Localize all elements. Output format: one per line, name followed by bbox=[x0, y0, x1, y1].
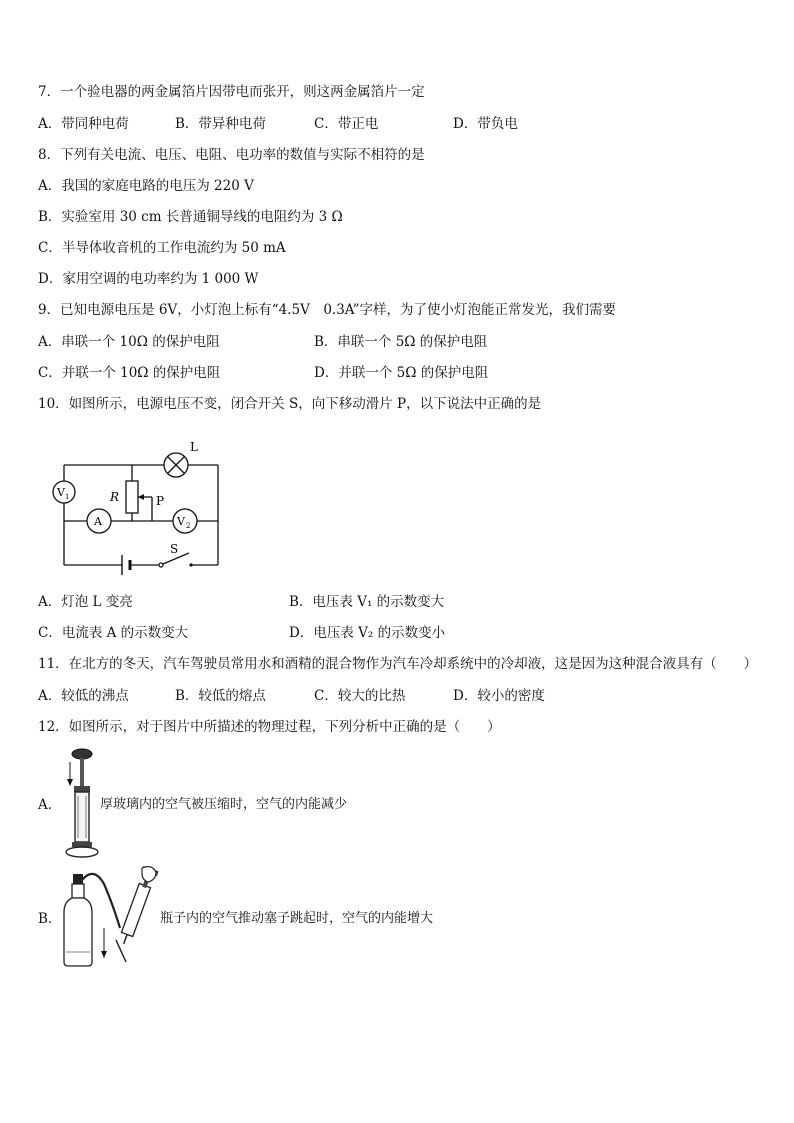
q11-option-c: C．较大的比热 bbox=[314, 688, 406, 704]
q8-option-c: C．半导体收音机的工作电流约为 50 mA bbox=[38, 240, 286, 256]
q9-option-c: C．并联一个 10Ω 的保护电阻 bbox=[38, 365, 221, 381]
q10-option-a: A．灯泡 L 变亮 bbox=[38, 594, 133, 610]
resistor-symbol bbox=[126, 481, 138, 513]
q10-option-d: D．电压表 V₂ 的示数变小 bbox=[289, 625, 446, 641]
q10-circuit-diagram bbox=[40, 435, 240, 585]
q9-option-b: B．串联一个 5Ω 的保护电阻 bbox=[314, 334, 488, 350]
q9-option-a: A．串联一个 10Ω 的保护电阻 bbox=[38, 334, 220, 350]
voltmeter-v2-label: V bbox=[177, 515, 185, 528]
voltmeter-v2-subscript: 2 bbox=[186, 522, 191, 530]
q12-stem: 12．如图所示，对于图片中所描述的物理过程，下列分析中正确的是（ ） bbox=[38, 719, 501, 735]
q12-option-a-letter: A． bbox=[38, 797, 62, 813]
q7-stem: 7．一个验电器的两金属箔片因带电而张开，则这两金属箔片一定 bbox=[38, 84, 425, 100]
q7-option-c: C．带正电 bbox=[314, 116, 379, 132]
q11-option-d: D．较小的密度 bbox=[453, 688, 545, 704]
q10-option-b: B．电压表 V₁ 的示数变大 bbox=[289, 594, 445, 610]
bottle-pump-illustration bbox=[60, 866, 164, 970]
q7-option-a: A．带同种电荷 bbox=[38, 116, 129, 132]
lamp-label: L bbox=[190, 440, 198, 454]
q8-option-b: B．实验室用 30 cm 长普通铜导线的电阻约为 3 Ω bbox=[38, 209, 343, 225]
fire-piston-illustration bbox=[60, 748, 102, 860]
q8-stem: 8．下列有关电流、电压、电阻、电功率的数值与实际不相符的是 bbox=[38, 147, 425, 163]
down-arrow-icon bbox=[67, 779, 73, 786]
q9-stem: 9．已知电源电压是 6V，小灯泡上标有“4.5V 0.3A”字样，为了使小灯泡能正常发光，我们需要 bbox=[38, 302, 616, 318]
q10-stem: 10．如图所示，电源电压不变，闭合开关 S，向下移动滑片 P，以下说法中正确的是 bbox=[38, 396, 542, 412]
q7-option-d: D．带负电 bbox=[453, 116, 518, 132]
q9-option-d: D．并联一个 5Ω 的保护电阻 bbox=[314, 365, 489, 381]
q11-option-a: A．较低的沸点 bbox=[38, 688, 129, 704]
q8-option-d: D．家用空调的电功率约为 1 000 W bbox=[38, 271, 259, 287]
q7-option-b: B．带异种电荷 bbox=[175, 116, 266, 132]
slider-label: P bbox=[156, 494, 165, 508]
battery-symbol bbox=[122, 555, 130, 575]
q12-option-a-text: 厚玻璃内的空气被压缩时，空气的内能减少 bbox=[100, 797, 348, 812]
q12-option-b-letter: B． bbox=[38, 911, 62, 927]
switch-label: S bbox=[170, 542, 179, 556]
ammeter-symbol bbox=[87, 509, 111, 533]
voltmeter-v2-symbol bbox=[173, 509, 197, 533]
q11-stem: 11．在北方的冬天，汽车驾驶员常用水和酒精的混合物作为汽车冷却系统中的冷却液，这是因为这种混合液具有（ ） bbox=[38, 656, 758, 672]
slider-arrow-icon bbox=[138, 494, 144, 500]
lamp-symbol bbox=[164, 453, 188, 477]
voltmeter-v1-label: V bbox=[57, 486, 65, 499]
down-arrow-icon bbox=[101, 951, 107, 958]
ammeter-label: A bbox=[94, 515, 102, 528]
q12-option-b-text: 瓶子内的空气推动塞子跳起时，空气的内能增大 bbox=[160, 911, 434, 926]
hand-icon bbox=[142, 867, 156, 882]
voltmeter-v1-subscript: 1 bbox=[65, 493, 70, 501]
q10-option-c: C．电流表 A 的示数变大 bbox=[38, 625, 189, 641]
voltmeter-v1-symbol bbox=[53, 481, 75, 503]
q8-option-a: A．我国的家庭电路的电压为 220 V bbox=[38, 178, 254, 194]
resistor-label: R bbox=[110, 490, 120, 504]
q11-option-b: B．较低的熔点 bbox=[175, 688, 266, 704]
